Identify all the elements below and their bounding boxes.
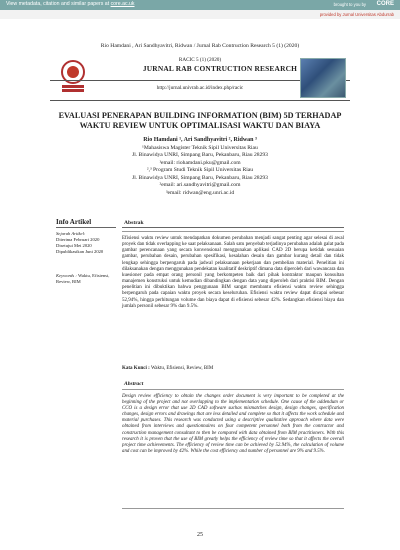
core-logo[interactable]: CORE [376, 1, 394, 7]
brought-text: brought to you by [333, 2, 366, 7]
affiliation-line-3: ²,³ Program Studi Teknik Sipil Universitas Riau [146, 167, 254, 173]
abstrak-text: Efisiensi waktu review untuk mendapatkan dokumen perubahan menjadi sangat penting agar selesai di awal proyek dan tidak overlapping ke saat pelaksanaan. Salah satu penyebab terjadinya perubahan adalah galat pada gambar perencanaan yang secara konvensional menggunakan aplikasi CAD 2D berupa ketidak sesuaian gambar, perubahan desain, perubahan spesifikasi, kesalahan desain dan gambar kurang detail dan tidak lengkap sehingga berpengaruh pada jadwal pelaksanaan pekerjaan dan pembelian material. Penelitian ini dilaksanakan dengan menggunakan pendekatan kualitatif deskriptif dimana data diperoleh dari wawancara dan kuesioner pada empat orang personil yang berkompeten baik dari pihak kontraktor maupun konsultan manajemen konstruksi untuk kemudian dibandingkan dengan data yang diperoleh dari praktisi BIM. Dengan penelitian ini dibuktikan bahwa penggunaan BIM sangat membantu efisiensi waktu review sehingga berpengaruh pada capaian waktu proyek secara keseluruhan. Efisiensi waktu review dapat dicapai sebesar 52,94%, hingga perhitungan volume dan biaya dapat di efisiensi sebesar 42%. Sedangkan efisiensi biaya dan jumlah personil sebesar 9% dan 9.5%. [122, 236, 344, 309]
published-date: Dipublikasikan Juni 2020 [56, 249, 104, 254]
affiliation-email-2: ²email: ari.sandhyavitri@gmail.com [159, 182, 241, 188]
page-number: 25 [197, 532, 203, 538]
abstract-rule [122, 389, 344, 390]
header-rule-bottom [50, 100, 350, 101]
article-title [40, 111, 360, 131]
journal-url[interactable]: http://jurnal.univrab.ac.id/index.php/racic [156, 85, 244, 91]
affiliation-email-3: ³email: ridwan@eng.unri.ac.id [165, 190, 235, 196]
provided-text[interactable]: provided by Jurnal Universitas Abdurrab [319, 12, 394, 17]
core-banner [0, 0, 400, 19]
abstract-text: Design review efficiency to obtain the changes order document is very important to be completed at the beginning of the project and not overlapping to the implementation schedule. One cause of the addendum or CCO is a design error that use 2D CAD software suchas mismatches design, design changes, specification changes, design errors and drawings that are less detailed and complete so that it affects the work schedule and material purchases. This research was conducted using a descriptive qualitative approach where data were obtained from interviews and questionnaires on four competent personnel both from the contractor and construction management consultant to then be compared with data obtained from BIM practitioners. With this research it is proven that the use of BIM greatly helps the efficiency of review time so that it affects the overall project time achievements. The efficiency of review time can be achieved by 52.94%, the calculation of volume and cost can be improved by 42%. While the cost efficiency and number of personnel are 9% and 9.5%. [122, 394, 344, 454]
affiliation-line-1: ¹Mahasiswa Magister Teknik Sipil Universitas Riau [142, 145, 258, 151]
info-rule [56, 227, 116, 228]
authors: Rio Hamdani ¹, Ari Sandhyavitri ², Ridwan ³ [143, 137, 257, 143]
metadata-line [6, 1, 135, 7]
abstract-rule-bottom [122, 508, 344, 509]
revised-date: Disetujui Mei 2020 [56, 243, 92, 248]
affiliation-email-1: ¹email: riohamdani.pku@gmail.com [159, 160, 241, 166]
affiliation-line-4: Jl. Binawidya UNRI, Simpang Baru, Pekanbaru, Riau 28293 [132, 175, 268, 181]
core-sub-bar [0, 10, 400, 19]
history-label: Sejarah Artikel: [56, 231, 86, 236]
journal-id: RACIC 5 (1) (2020) [178, 57, 222, 63]
kata-kunci [122, 366, 344, 371]
journal-name: JURNAL RAB CONTRUCTION RESEARCH [142, 64, 298, 73]
keywords-block [56, 273, 118, 285]
kata-kunci-value: Waktu, Efisiensi, Review, BIM [150, 366, 214, 371]
received-date: Diterima Februari 2020 [56, 237, 100, 242]
keywords-value: Waktu, Efisiensi, Review, BIM [56, 273, 110, 284]
abstrak-heading: Abstrak [124, 220, 144, 226]
article-history [56, 231, 118, 255]
running-head: Rio Hamdani , Ari Sandhyavitri, Ridwan / Jurnal Rab Contruction Research 5 (1) (2020) [100, 43, 300, 49]
abstrak-rule-2 [122, 231, 344, 232]
affiliation-line-2: Jl. Binawidya UNRI, Simpang Baru, Pekanbaru, Riau 28293 [132, 152, 268, 158]
title-line-2: WAKTU REVIEW UNTUK OPTIMALISASI WAKTU DAN BIAYA [79, 121, 321, 130]
abstrak-rule [122, 227, 344, 228]
abstract-heading: Abstract [124, 381, 144, 387]
core-top-bar [0, 0, 400, 10]
keywords-label: Keywords : [56, 273, 77, 278]
kata-kunci-label: Kata Kunci : [122, 366, 150, 371]
title-line-1: EVALUASI PENERAPAN BUILDING INFORMATION (BIM) 5D TERHADAP [58, 111, 342, 120]
info-artikel-heading: Info Artikel [56, 218, 92, 226]
journal-cover-image [300, 58, 346, 98]
core-link[interactable]: core.ac.uk [110, 1, 135, 7]
metadata-text: View metadata, citation and similar papers at [6, 1, 111, 7]
